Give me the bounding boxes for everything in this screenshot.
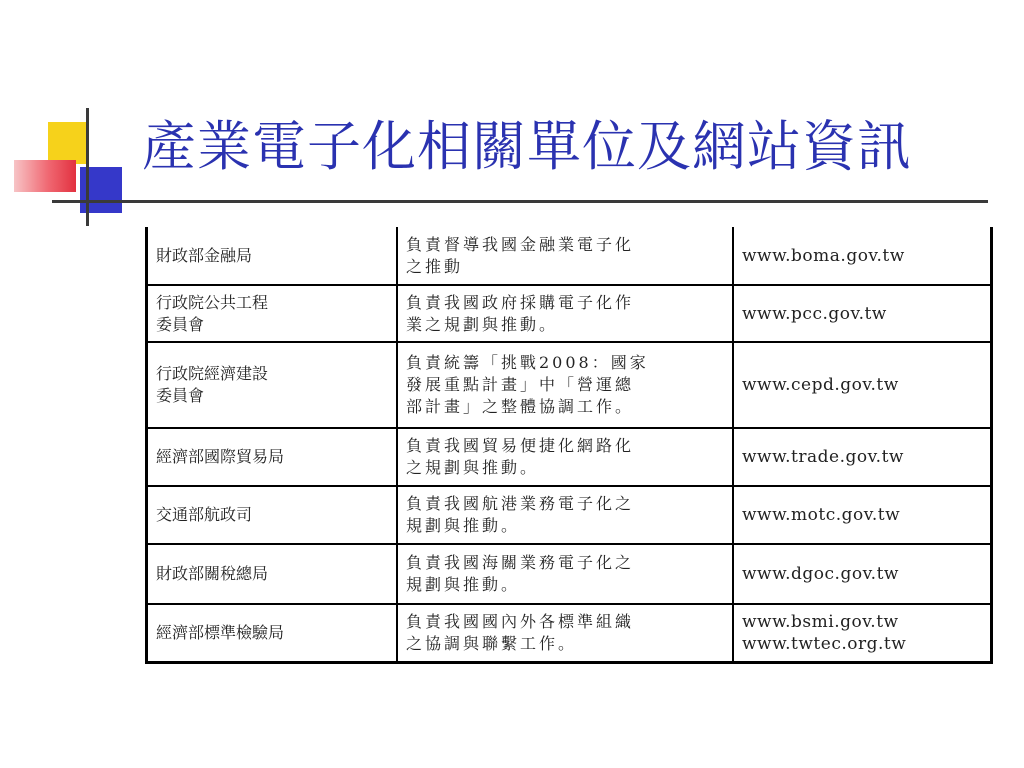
unit-cell — [147, 428, 398, 486]
website-url: www.pcc.gov.tw — [742, 303, 887, 324]
website-cell — [733, 604, 992, 662]
website-url: www.bsmi.gov.tw — [742, 611, 899, 632]
duty-cell — [397, 486, 733, 544]
duty-text: 負責督導我國金融業電子化 — [406, 234, 635, 254]
unit-name: 行政院公共工程 — [156, 292, 269, 312]
website-cell — [733, 544, 992, 604]
table-row — [147, 285, 992, 342]
unit-name: 財政部金融局 — [156, 245, 253, 265]
duty-text: 負責我國貿易便捷化網路化 — [406, 436, 635, 455]
duty-text: 規劃與推動。 — [406, 516, 521, 535]
duty-text: 業之規劃與推動。 — [406, 314, 559, 334]
website-url: www.trade.gov.tw — [742, 447, 904, 467]
duty-text: 規劃與推動。 — [406, 575, 521, 594]
website-cell — [733, 486, 992, 544]
logo-vertical-line — [86, 108, 89, 226]
website-url: www.cepd.gov.tw — [742, 375, 899, 395]
duty-text: 負責我國國內外各標準組織 — [406, 611, 635, 631]
table-row — [147, 227, 992, 285]
slide-logo-decoration — [0, 0, 140, 230]
duty-text: 之規劃與推動。 — [406, 458, 540, 477]
logo-yellow-block — [48, 122, 88, 164]
duty-cell — [397, 342, 733, 428]
website-cell — [733, 285, 992, 342]
duty-text: 負責我國政府採購電子化作 — [406, 292, 635, 312]
website-cell — [733, 342, 992, 428]
duty-text: 負責我國航港業務電子化之 — [406, 494, 635, 513]
logo-red-block — [14, 160, 76, 192]
website-url: www.boma.gov.tw — [742, 245, 905, 266]
duty-cell — [397, 227, 733, 285]
duty-cell — [397, 285, 733, 342]
slide-title: 產業電子化相關單位及網站資訊 — [142, 115, 912, 178]
unit-name: 財政部關稅總局 — [156, 564, 269, 583]
table-row — [147, 544, 992, 604]
table-row — [147, 342, 992, 428]
website-cell — [733, 428, 992, 486]
unit-cell — [147, 486, 398, 544]
duty-cell — [397, 428, 733, 486]
unit-cell — [147, 342, 398, 428]
duty-text: 之推動 — [406, 256, 464, 276]
table-row — [147, 486, 992, 544]
unit-name: 經濟部標準檢驗局 — [156, 622, 285, 642]
unit-name: 經濟部國際貿易局 — [156, 447, 285, 466]
website-cell — [733, 227, 992, 285]
duty-cell — [397, 604, 733, 662]
unit-cell — [147, 604, 398, 662]
duty-text: 發展重點計畫」中「營運總 — [406, 375, 635, 394]
table-row — [147, 604, 992, 662]
agency-table — [145, 227, 993, 664]
title-underline — [88, 200, 988, 203]
unit-name: 交通部航政司 — [156, 505, 253, 524]
table-row — [147, 428, 992, 486]
website-url: www.twtec.org.tw — [742, 633, 907, 654]
duty-text: 之協調與聯繫工作。 — [406, 633, 578, 653]
unit-name: 行政院經濟建設 — [156, 364, 269, 383]
duty-text: 負責統籌「挑戰2008：國家 — [406, 353, 649, 372]
duty-cell — [397, 544, 733, 604]
unit-name: 委員會 — [156, 314, 205, 334]
unit-cell — [147, 285, 398, 342]
unit-cell — [147, 544, 398, 604]
website-url: www.motc.gov.tw — [742, 505, 901, 525]
unit-cell — [147, 227, 398, 285]
duty-text: 負責我國海關業務電子化之 — [406, 553, 635, 572]
duty-text: 部計畫」之整體協調工作。 — [406, 397, 635, 416]
website-url: www.dgoc.gov.tw — [742, 564, 899, 584]
unit-name: 委員會 — [156, 386, 205, 405]
